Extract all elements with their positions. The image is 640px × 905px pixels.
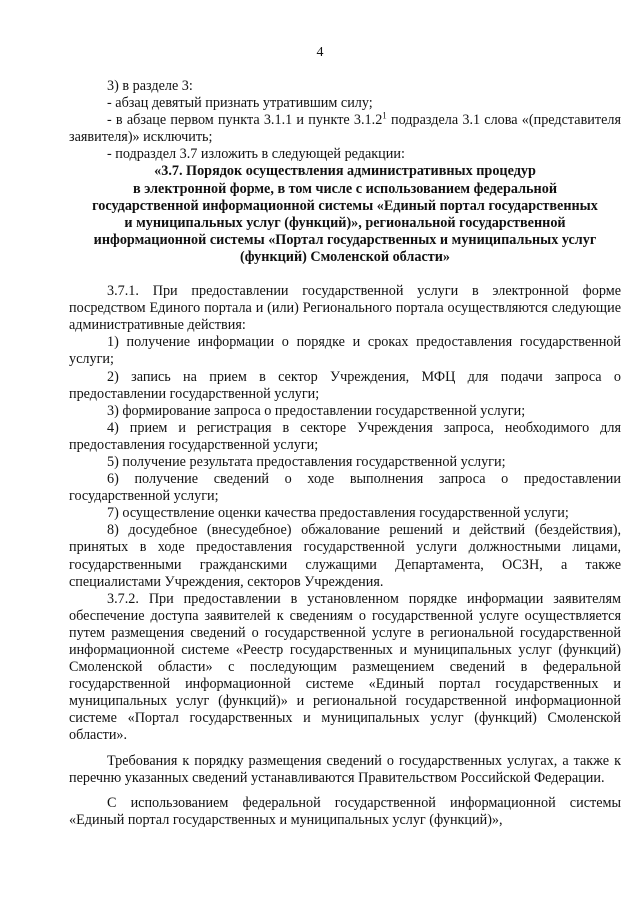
list-item: 5) получение результата предоставления государственной услуги; <box>107 453 506 470</box>
paragraph-final: С использованием федеральной государственной информационной системы «Единый портал государственных и муниципальных услуг (функций)», <box>69 794 621 828</box>
list-item: 6) получение сведений о ходе выполнения запроса о предоставлении государственной услуги; <box>69 471 621 505</box>
section3-item-1: - абзац девятый признать утратившим силу; <box>107 95 373 112</box>
section3-item-2-part-a: - в абзаце первом пункта 3.1.1 и пункте 3.1.2 <box>107 112 383 129</box>
section3-item-2 <box>69 112 621 146</box>
paragraph-requirements: Требования к порядку размещения сведений о государственных услугах, а также к перечню указанных сведений устанавливаются Правительством Российской Федерации. <box>69 752 621 786</box>
heading-line: (функций) Смоленской области» <box>239 248 450 265</box>
heading-line: информационной системы «Портал государственных и муниципальных услуг <box>93 231 597 248</box>
section-heading <box>69 163 621 266</box>
section3-item-3: - подраздел 3.7 изложить в следующей редакции: <box>107 146 405 163</box>
list-item: 4) прием и регистрация в секторе Учреждения запроса, необходимого для предоставления государственной услуги; <box>69 419 621 453</box>
footnote-superscript: 1 <box>382 110 387 121</box>
page-number: 4 <box>316 45 324 60</box>
heading-line: «3.7. Порядок осуществления административных процедур <box>154 163 536 180</box>
document-body <box>69 78 621 829</box>
list-item: 8) досудебное (внесудебное) обжалование решений и действий (бездействия), принятых в ходе предоставления государственной услуги должностными лицами, государственными гражданскими служащими Департамента, ОСЗН, а также специалистами Учреждения, секторов Учреждения. <box>69 522 621 590</box>
list-item: 2) запись на прием в сектор Учреждения, МФЦ для подачи запроса о предоставлении государственной услуги; <box>69 368 621 402</box>
paragraph-3-7-1: 3.7.1. При предоставлении государственной услуги в электронной форме посредством Единого портала и (или) Регионального портала осуществляются следующие административные действия: <box>69 283 621 334</box>
heading-line: государственной информационной системы «Единый портал государственных <box>92 197 598 214</box>
section3-intro: 3) в разделе 3: <box>107 78 193 94</box>
heading-line: в электронной форме, в том числе с использованием федеральной <box>133 180 557 197</box>
list-item: 7) осуществление оценки качества предоставления государственной услуги; <box>107 505 569 522</box>
heading-line: и муниципальных услуг (функций)», региональной государственной <box>124 214 566 231</box>
section3-item-2-part-b: подраздела 3.1 слова «(представителя заявителя)» исключить; <box>69 112 621 146</box>
paragraph-3-7-2: 3.7.2. При предоставлении в установленном порядке информации заявителям обеспечение доступа заявителей к сведениям о государственной услуге осуществляется путем размещения сведений о государственной услуге в региональной государственной информационной системе «Реестр государственных и муниципальных услуг (функций) Смоленской области» с последующим размещением сведений в федеральной государственной информационной системе «Единый портал государственных и муниципальных услуг (функций)» и региональной государственной информационной системе «Портал государственных и муниципальных услуг (функций) Смоленской области». <box>69 590 621 744</box>
list-item: 1) получение информации о порядке и сроках предоставления государственной услуги; <box>69 334 621 368</box>
list-item: 3) формирование запроса о предоставлении государственной услуги; <box>107 402 526 419</box>
